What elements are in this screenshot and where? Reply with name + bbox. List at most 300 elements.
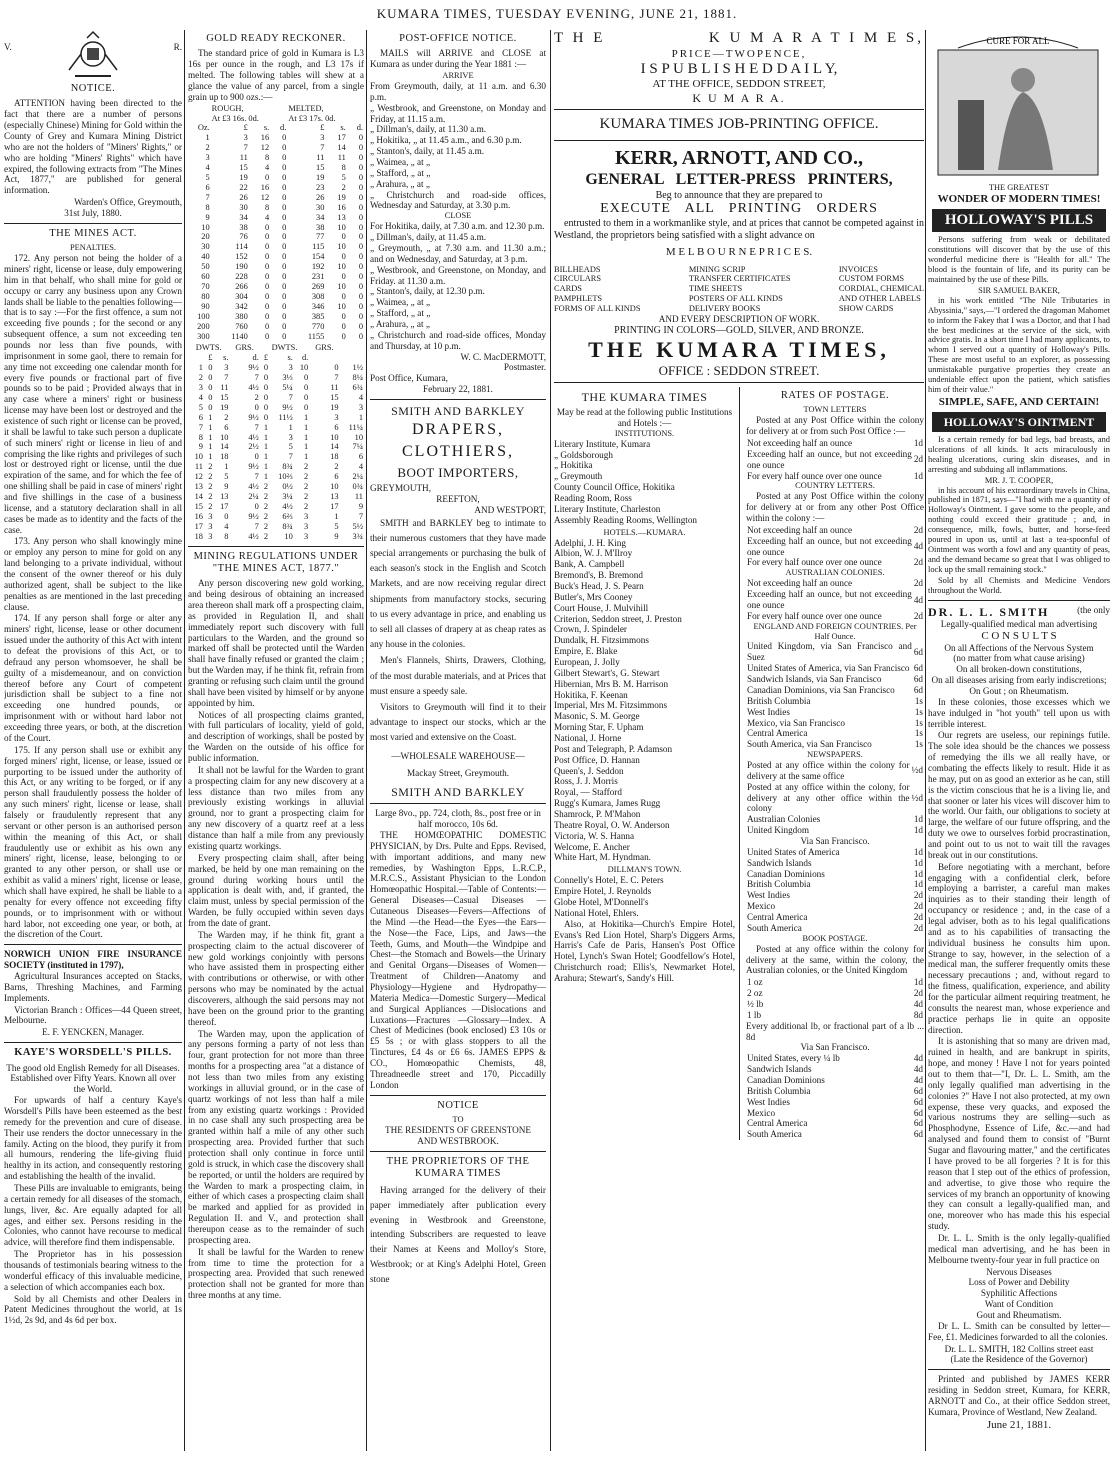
print-item: AND OTHER LABELS <box>838 294 921 304</box>
oz-row-cell: 30 <box>239 202 248 212</box>
close-heading: CLOSE <box>444 211 472 221</box>
oz-row-cell: 76 <box>239 232 248 242</box>
oz-row-cell: 300 <box>197 331 210 341</box>
oz-head-cell: s. <box>263 123 270 133</box>
institution-item: „ Goldsborough <box>554 449 613 460</box>
oz-row-cell: 0 <box>358 291 363 301</box>
penalties-heading: PENALTIES. <box>70 243 116 253</box>
dwt-row-cell: 10 <box>330 482 339 492</box>
print-items <box>554 265 924 315</box>
town-rate <box>746 449 924 471</box>
oz-row-cell: 0 <box>282 311 287 321</box>
dwt-row-cell: 11 <box>220 383 229 393</box>
dwt-row-cell: 2 <box>208 482 213 492</box>
oz-row-cell: 0 <box>282 272 287 282</box>
town-rate-label: Not exceeding half an ounce <box>747 437 853 448</box>
town-rate-value: 2d <box>913 454 923 465</box>
hotel-item: Dundalk, H. Fitzsimmons <box>554 635 649 646</box>
print-item: PAMPHLETS <box>554 294 603 304</box>
notice-to: TO <box>452 1114 464 1124</box>
dwt-row-cell: 1 <box>304 452 309 462</box>
dwt-row-cell: 3 <box>288 363 293 373</box>
notice-date: 31st July, 1880. <box>64 207 122 218</box>
oz-row-cell: 0 <box>358 321 363 331</box>
oz-row-cell: 26 <box>239 192 248 202</box>
oz-row-cell: 14 <box>337 143 346 153</box>
kaye-sub2: Established over Fifty Years. Known all over the World. <box>10 1073 176 1095</box>
dwt-row-cell: 1 <box>208 422 213 432</box>
institutions-heading: INSTITUTIONS. <box>614 428 675 438</box>
news-rate-value: 1d <box>913 814 923 825</box>
via2-rate-value: 6d <box>913 1096 923 1107</box>
news-rate-label: United Kingdom <box>747 825 810 836</box>
dwt-row <box>188 373 364 383</box>
dwt-row-cell: 2 <box>263 492 268 502</box>
dwt-row-cell: 5 <box>288 442 293 452</box>
melted-head: MELTED, <box>288 103 324 113</box>
column-2 <box>188 30 364 1451</box>
dwt-row <box>188 482 364 492</box>
every-description: AND EVERY DESCRIPTION OF WORK. <box>658 314 820 325</box>
eng-rate-label: British Columbia <box>747 695 811 706</box>
oz-row-cell: 16 <box>260 133 270 143</box>
news-heading: NEWSPAPERS. <box>807 750 863 760</box>
post-office-intro: MAILS will ARRIVE and CLOSE at Kumara as under during the Year 1881 :— <box>370 48 546 70</box>
dwt-row-cell: 19 <box>330 402 339 412</box>
kt-office: OFFICE : SEDDON STREET. <box>658 362 820 378</box>
country-rate <box>746 557 924 568</box>
dwt-row-cell: 2 <box>263 521 268 531</box>
dwt-row-cell: 0 <box>304 402 309 412</box>
melted-head2: At £3 17s. 0d. <box>288 113 336 123</box>
dwt-row-cell: 0 <box>224 511 229 521</box>
arrive-heading: ARRIVE <box>442 71 474 81</box>
dwt-row-cell: 0 <box>304 392 309 402</box>
oz-row-cell: 7 <box>205 192 210 202</box>
country-rate <box>746 536 924 558</box>
oz-row-cell: 0 <box>282 143 287 153</box>
oz-row-cell: 190 <box>235 262 248 272</box>
con4: On all diseases arising from early indiscretions; <box>931 675 1107 686</box>
dr-smith: DR. L. L. SMITH <box>928 604 1050 619</box>
hotel-item: Welcome, E. Ancher <box>554 841 630 852</box>
dwt-row-cell: 2 <box>304 492 309 502</box>
dwt-head2-cell: s. <box>223 353 229 363</box>
book-rate <box>746 977 924 988</box>
oz-row-cell: 38 <box>239 222 248 232</box>
oz-row <box>188 322 364 332</box>
close-line: For Hokitika, daily, at 7.30 a.m. and 12.30 p.m. <box>370 221 545 232</box>
arrive-list <box>370 81 546 211</box>
country-rate-value: 2d <box>913 557 923 568</box>
dwt-row-cell: 9½ <box>248 511 259 521</box>
hotel-item: Ross, J. J. Morris <box>554 776 618 787</box>
print-item: TIME SHEETS <box>688 284 743 294</box>
dwt-head-cell: GRS. <box>235 343 254 353</box>
dwt-row-cell: 1 <box>358 412 363 422</box>
oz-row-cell: 10 <box>337 262 346 272</box>
oz-row-cell: 0 <box>282 301 287 311</box>
arrive-line: From Greymouth, daily, at 11 a.m. and 6.30 p.m. <box>370 81 546 102</box>
oz-row-cell: 0 <box>341 291 346 301</box>
homeopathic-ad: THE HOMŒOPATHIC DOMESTIC PHYSICIAN, by Drs. Pulte and Epps. Revised, with important additions, and many new remedies, by Washington Epps, L.R.C.P., M.R.C.S., Assistant Physician to the London Homœopathic Hospital.—Table of Contents:—General Diseases—Casual Diseases — Cutaneous Diseases—Fevers—Affections of the Mind —the Head—the Eyes—the Ears—the Nose—the Face, Lips, and Jaws—the Teeth, Gums, and Mouth—the Windpipe and Chest—the Stomach and Bowels—the Urinary and Genital Organs—Diseases of Women—Treatment of Children—Anatomy and Physiology—Hygiene and Hydropathy—Materia Medica—Domestic Surgery—Medical and Surgical Appliances —Dislocations and Luxations—Fractures —Glossary—Index. A Chest of Medicines (book enclosed) £3 10s or £5 5s ; or with glass stoppers to all the Tinctures, £4 4s or £6 6s. JAMES EPPS & CO., Homœopathic Chemists, 48, Threadneedle street and 170, Piccadilly London <box>370 829 546 1090</box>
dwt-row-cell: 1 <box>224 462 229 472</box>
dwt-head2-cell: d. <box>301 353 309 363</box>
via-rate-value: 2d <box>913 901 923 912</box>
kaye-p2: These Pills are invaluable to emigrants, being a certain remedy for all diseases of the stomach, lungs, liver, &c. Are equally adapted for all ages, and either sex. Persons residing in the Colonies, who cannot have recourse to medical advice, will therefore find them indispensable. <box>4 1182 182 1248</box>
institution-item: Assembly Reading Rooms, Wellington <box>554 514 698 525</box>
via2-rate-value: 6d <box>913 1129 923 1140</box>
arrive-line: „ Arahura, „ at „ <box>370 178 430 189</box>
mines-act-heading: THE MINES ACT. <box>49 227 137 239</box>
via2-rate-label: Sandwich Islands <box>747 1064 812 1075</box>
eng-rate-label: Mexico, via San Francisco <box>747 717 845 728</box>
norwich-office: Victorian Branch : Offices—44 Queen street, Melbourne. <box>4 1004 182 1026</box>
dwt-row-cell: 0 <box>208 373 213 383</box>
dwt-row-cell: 18 <box>330 452 339 462</box>
dwt-row-cell: 2 <box>263 501 268 511</box>
hotel-item: Imperial, Mrs M. Fitzsimmons <box>554 700 668 711</box>
oz-row-cell: 10 <box>337 242 346 252</box>
institution-item: „ Greymouth <box>554 471 603 482</box>
country-rate-label: For every half ounce over one ounce <box>747 557 882 568</box>
via-rate <box>746 858 924 869</box>
dwt-row-cell: 14 <box>330 442 339 452</box>
book-rate-label: 2 oz <box>747 988 763 999</box>
via-rate <box>746 879 924 890</box>
country-rate-value: 4d <box>913 541 923 552</box>
dwt-row-cell: 6 <box>358 452 363 462</box>
oz-row-cell: 3 <box>243 133 248 143</box>
oz-row-cell: 19 <box>337 192 346 202</box>
dwt-row-cell: 8¾ <box>282 521 293 531</box>
dwt-row <box>188 512 364 522</box>
dwt-row-cell: 0 <box>304 383 309 393</box>
country-rate <box>746 525 924 536</box>
dwt-row-cell: 3 <box>224 363 229 373</box>
eng-rate-label: United Kingdom, via San Francisco and Suez <box>747 641 912 663</box>
oz-row-cell: 20 <box>201 232 210 242</box>
dwt-row <box>188 452 364 462</box>
dwt-row-cell: 11 <box>194 462 203 472</box>
hotel-item: National, J. Horne <box>554 733 622 743</box>
oz-row-cell: 0 <box>282 242 287 252</box>
oz-row-cell: 0 <box>358 163 363 173</box>
oz-row-cell: 6 <box>205 182 210 192</box>
hotel-item: Gilbert Stewart's, G. Stewart <box>554 667 660 678</box>
oz-row-cell: 4 <box>205 163 210 173</box>
dwt-row-cell: 3⅓ <box>282 373 293 383</box>
oz-row-cell: 0 <box>282 331 287 341</box>
via-rate-label: Canadian Dominions <box>747 868 825 879</box>
dwt-row-cell: 4 <box>224 521 229 531</box>
entrusted-text: entrusted to them in a workmanlike style, and at prices that cannot be competed against in Westland, the proprietors being satisfied with a slight advance on <box>554 217 924 241</box>
oz-row-cell: 0 <box>341 232 346 242</box>
via-rate-label: Mexico <box>747 901 776 912</box>
smith-address2: (Late the Residence of the Governor) <box>950 1354 1088 1365</box>
rates-title: RATES OF POSTAGE. <box>780 389 890 401</box>
dwt-row-cell: 1 <box>263 432 268 442</box>
hotel-item: White Hart, M. Hyndman. <box>554 852 651 863</box>
via2-rate-label: British Columbia <box>747 1085 811 1096</box>
print-item: INVOICES <box>838 264 878 274</box>
oz-row-cell: 90 <box>201 301 210 311</box>
oz-row-cell: 0 <box>358 133 363 143</box>
cooper-heading: MR. J. T. COOPER, <box>984 475 1054 485</box>
via-rate-label: Central America <box>747 912 808 923</box>
oz-row-cell: 0 <box>264 173 270 183</box>
town-heading: TOWN LETTERS <box>803 405 867 415</box>
news-rate <box>746 782 924 815</box>
dwt-head2-cell: £ <box>208 353 213 363</box>
oz-row <box>188 213 364 223</box>
oz-row-cell: 0 <box>358 252 363 262</box>
oz-head-cell: Oz. <box>197 123 210 133</box>
aus-rate <box>746 589 924 611</box>
column-rule <box>925 30 926 1451</box>
greymouth: GREYMOUTH, <box>370 483 431 494</box>
dwt-row <box>188 442 364 452</box>
arrive-line: „ Hokitika, „ at 11.45 a.m., and 6.30 p.m. <box>370 135 522 146</box>
oz-row-cell: 115 <box>312 242 325 252</box>
dwt-row-cell: 2 <box>304 472 309 482</box>
dwt-row-cell: 1 <box>334 511 339 521</box>
dwt-row-cell: 18 <box>194 531 203 541</box>
oz-row-cell: 0 <box>282 212 287 222</box>
eng-rate-value: 1s <box>914 695 923 706</box>
dwt-row-cell: 6 <box>198 412 203 422</box>
kaye-title: KAYE'S WORSDELL'S PILLS. <box>14 1047 172 1059</box>
oz-row-cell: 0 <box>358 173 363 183</box>
dwt-row <box>188 393 364 403</box>
via-rate-value: 2d <box>913 922 923 933</box>
kt-big: THE KUMARA TIMES, <box>588 336 890 362</box>
book-rate-value: 2d <box>913 988 923 999</box>
mining-title: MINING REGULATIONS UNDER "THE MINES ACT, 1877." <box>193 550 359 574</box>
arrive-line: „ Stanton's, daily, at 11.45 a.m. <box>370 146 485 157</box>
oz-row-cell: 3 <box>205 153 210 163</box>
oz-row-cell: 8 <box>341 163 346 173</box>
printing-colors: PRINTING IN COLORS—GOLD, SILVER, AND BRONZE. <box>614 324 864 336</box>
mining-p2: Notices of all prospecting claims granted, with full particulars of locality, yield of gold, and description of workings, shall be posted by the Warden on the outside of his office for public information. <box>188 709 364 764</box>
hotel-item: Bremond's, B. Bremond <box>554 570 643 581</box>
oz-row-cell: 0 <box>282 262 287 272</box>
dwt-row-cell: 7 <box>334 373 339 383</box>
con5: On Gout ; on Rheumatism. <box>969 685 1069 696</box>
simple-safe: SIMPLE, SAFE, AND CERTAIN! <box>938 395 1100 408</box>
dwt-row-cell: 15 <box>330 392 339 402</box>
rough-head2: At £3 16s. 0d. <box>211 113 259 123</box>
close-line: „ Christchurch and road-side offices, Monday and Thursday, at 10 p.m. <box>370 329 546 351</box>
oz-row-cell: 114 <box>235 242 248 252</box>
oz-row-cell: 100 <box>197 311 210 321</box>
oz-row-cell: 0 <box>358 272 363 282</box>
dwt-row-cell: 13 <box>220 492 229 502</box>
dwt-row-cell: 7 <box>198 422 203 432</box>
dwt-row-cell: 1 <box>208 452 213 462</box>
dwt-row-cell: 6⅔ <box>282 511 293 521</box>
book-rate-value: 8d <box>913 1009 923 1020</box>
dwt-row <box>188 532 364 542</box>
dwt-row-cell: 11 <box>330 383 339 393</box>
hotel-item: Butler's, Mrs Cooney <box>554 591 633 602</box>
dwt-row-cell: 10 <box>299 363 309 373</box>
westport: AND WESTPORT, <box>474 504 546 515</box>
kaye-p4: Sold by all Chemists and other Dealers in Patent Medicines throughout the world, at 1s 1½d, 2s 9d, and 4s 6d per box. <box>4 1293 182 1326</box>
dwt-row-cell: 5 <box>198 402 203 412</box>
oz-row-cell: 10 <box>337 281 346 291</box>
eng-rate <box>746 739 924 750</box>
dwt-row-cell: 2 <box>263 511 268 521</box>
eng-rate-value: 6d <box>913 646 923 657</box>
book-heading: BOOK POSTAGE. <box>802 933 868 943</box>
printed-by: Printed and published by JAMES KERR residing in Seddon street, Kumara, for KERR, ARNOTT and Co., at their office Seddon street, Kumara, Province of Westland, New Zealand. <box>928 1374 1110 1417</box>
via-rate <box>746 890 924 901</box>
dwt-row-cell: 11¼ <box>348 422 363 432</box>
postmaster-title: Postmaster. <box>503 362 546 373</box>
reefton: REEFTON, <box>436 494 480 505</box>
hotels-heading: HOTELS.—KUMARA. <box>603 527 686 537</box>
execute-orders: EXECUTE ALL PRINTING ORDERS <box>600 201 878 217</box>
aus-rate-value: 2d <box>913 578 923 589</box>
book-rate <box>746 999 924 1010</box>
news-rate-label: Australian Colonies <box>747 814 821 825</box>
close-line: „ Waimea, „ at „ <box>370 297 431 308</box>
oz-row-cell: 8 <box>205 202 210 212</box>
via-rate-label: South America <box>747 922 802 933</box>
dwt-row-cell: 5¼ <box>282 383 293 393</box>
smith-header <box>928 605 1110 619</box>
smith-list-item: Syphilitic Affections <box>980 1288 1058 1299</box>
news-rate <box>746 814 924 825</box>
oz-row-cell: 13 <box>337 212 346 222</box>
dwt-row-cell: 13 <box>330 492 339 502</box>
via2-rate <box>746 1075 924 1086</box>
mining-p5: The Warden may, if he think fit, grant a prospecting claim to the actual discoverer of new gold workings conjointly with persons who have assisted them in prospecting either with contributions or otherwise, or with other persons who may be nominated by the actual discoverers, although the said persons may not have been on the ground prior to the granting thereof. <box>188 929 364 1027</box>
eng-rate-value: 1s <box>914 739 923 750</box>
norwich-text: Agricultural Insurances accepted on Stacks, Barns, Threshing Machines, and Farming Implements. <box>4 970 182 1003</box>
dwt-row-cell: 17 <box>194 521 203 531</box>
book-extra: Every additional lb, or fractional part of a lb ... 8d <box>746 1020 924 1042</box>
print-item: POSTERS OF ALL KINDS <box>688 294 783 304</box>
town-rate <box>746 438 924 449</box>
dwt-head-cell: DWTS. <box>195 343 222 353</box>
smith-list-item: Gout and Rheumatism. <box>976 1309 1062 1320</box>
book-rate-label: ½ lb <box>747 998 764 1009</box>
oz-row-cell: 1 <box>205 133 210 143</box>
dwt-row-cell: 3¾ <box>352 531 363 541</box>
dwt-row-cell: 12 <box>194 472 203 482</box>
oz-row-cell: 0 <box>282 153 287 163</box>
via-rate-value: 2d <box>913 890 923 901</box>
oz-row-cell: 26 <box>316 192 325 202</box>
via2-rate-value: 4d <box>913 1064 923 1075</box>
oz-row-cell: 5 <box>341 173 346 183</box>
dwt-row-cell: 1 <box>304 412 309 422</box>
dwt-row-cell: 2 <box>208 472 213 482</box>
column-4 <box>554 30 924 1451</box>
oz-row-cell: 0 <box>358 212 363 222</box>
oz-row <box>188 282 364 292</box>
mining-p3: It shall not be lawful for the Warden to grant a prospecting claim for any new discovery at a less distance than two miles from any previously existing workings in alluvial ground, nor to grant a prospecting claim for any new discovery of a quartz reef at a less distance than half a mile from any previously existing quartz workings. <box>188 764 364 851</box>
oz-row-cell: 16 <box>260 182 270 192</box>
oz-row-cell: 1155 <box>307 331 325 341</box>
dwt-row-cell: 15 <box>194 501 203 511</box>
oz-row-cell: 269 <box>311 281 325 291</box>
oz-row-cell: 15 <box>316 163 325 173</box>
oz-row-cell: 0 <box>282 321 287 331</box>
print-item: MINING SCRIP <box>688 264 746 274</box>
oz-row <box>188 153 364 163</box>
oz-row-cell: 5 <box>205 173 210 183</box>
kt-readers <box>554 387 740 1140</box>
via2-rate-value: 4d <box>913 1053 923 1064</box>
also-hokitika: Also, at Hokitika—Church's Empire Hotel, Evans's Red Lion Hotel, Sharp's Diggers Arms, Harris's Cafe de Paris, Hansen's Post Office Hotel, Lynch's Swan Hotel; Goodfellow's Hotel, Christchurch road; Ellis's, Newmarket Hotel, Arahura; Stewart's, Sandy's Hill. <box>554 918 735 983</box>
oz-row-cell: 11 <box>239 153 248 163</box>
oz-row-cell: 17 <box>337 133 346 143</box>
oz-row-cell: 0 <box>282 232 287 242</box>
dwt-row-cell: 0 <box>208 383 213 393</box>
oz-row-cell: 2 <box>341 182 346 192</box>
arrive-line: „ Dillman's, daily, at 11.30 a.m. <box>370 124 487 135</box>
dwt-row-cell: 3 <box>208 521 213 531</box>
oz-row-cell: 34 <box>239 212 248 222</box>
aus-rate-value: 4d <box>913 594 923 605</box>
dwt-row-cell: 9½ <box>282 402 293 412</box>
dwt-row-cell: 3 <box>304 531 309 541</box>
dwt-row-cell: 1 <box>263 422 268 432</box>
dwt-head-cell: GRS. <box>315 343 334 353</box>
smith-list-item: Nervous Diseases <box>986 1266 1052 1277</box>
via-rate <box>746 912 924 923</box>
kaye-sub: The good old English Remedy for all Diseases. <box>6 1062 180 1073</box>
via-rate-label: Sandwich Islands <box>747 857 812 868</box>
mining-p1: Any person discovering new gold working, and being desirous of obtaining an increased area thereon shall mark off a prospecting claim, as provided in Regulation II, and shall immediately report such discovery with full particulars to the Warden, and the ground so marked off shall be protected until the Warden shall have finally refused or granted the claim ; but the Warden may, if he think fit, refrain from granting or refusing such claim until the ground shall have been visited by himself or by anyone appointed by him. <box>188 578 364 708</box>
oz-row-cell: 0 <box>358 242 363 252</box>
dwt-row-cell: 1 <box>208 432 213 442</box>
smith-p2: Our regrets are useless, our repinings futile. The sole idea should be the chances we possess of remedying the ills we all really have, or combating the effects likely to result. Hide it as he may, put on as good an exterior as he can, still is the victim conscious that he is a living lie, and that sooner or later his vices will discover him to the world. Our faith, our obligations to society at large, the welfare of our future offspring, and the duty we owe to ourselves forbid procrastination, and point out to us not to wait till the ravages break out in our constitutions. <box>928 730 1110 860</box>
oz-row-cell: 1140 <box>231 331 248 341</box>
oz-row-cell: 0 <box>282 163 287 173</box>
eng-rate-value: 6d <box>913 674 923 685</box>
column-rule <box>550 30 551 1451</box>
news-rate <box>746 825 924 836</box>
hotel-item: Rugg's Kumara, James Rugg <box>554 798 661 809</box>
dwt-row-cell: 0 <box>263 412 268 422</box>
close-line: „ Dillman's, daily, at 11.45 a.m. <box>370 232 487 243</box>
eng-rate-value: 1s <box>914 717 923 728</box>
dwt-row-cell: 2 <box>254 392 259 402</box>
oz-row-cell: 0 <box>358 281 363 291</box>
oz-row-cell: 0 <box>358 301 363 311</box>
hotel-item: Criterion, Seddon street, J. Preston <box>554 613 682 624</box>
eng-rate <box>746 663 924 674</box>
dwt-table <box>188 343 364 541</box>
oz-row-cell: 0 <box>358 153 363 163</box>
oz-row-cell: 22 <box>239 182 248 192</box>
eng-rate-label: United States of America, via San Francisco <box>747 663 910 674</box>
institution-item: Literary Institute, Kumara <box>554 438 651 449</box>
dwt-row-cell: 9½ <box>248 462 259 472</box>
dwt-row-cell: 8¾ <box>282 462 293 472</box>
oz-row-cell: 0 <box>264 301 270 311</box>
dwt-row-cell: 0½ <box>282 482 293 492</box>
oz-row-cell: 0 <box>282 222 287 232</box>
oz-row-cell: 0 <box>264 252 270 262</box>
aus-heading: AUSTRALIAN COLONIES. <box>785 568 885 578</box>
oz-row-cell: 23 <box>316 182 325 192</box>
dwt-row-cell: 18 <box>220 452 229 462</box>
